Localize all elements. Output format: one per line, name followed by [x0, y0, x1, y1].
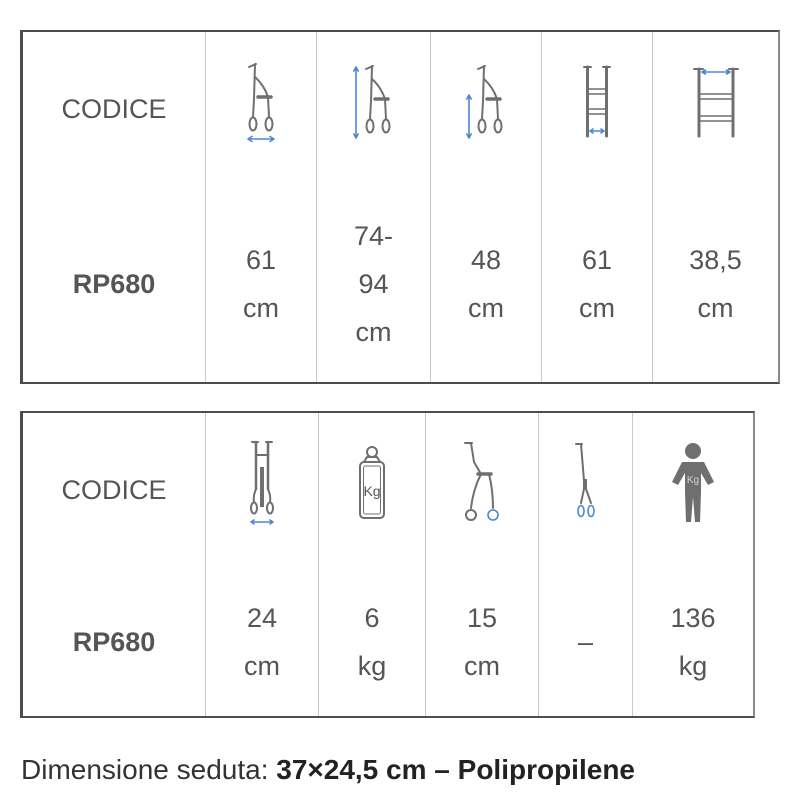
header-cell-folded-side: [538, 413, 632, 567]
handle-height-max: 94: [358, 268, 389, 299]
seat-dimension-value: 37×24,5 cm – Polipropilene: [276, 754, 635, 785]
max-user-weight-icon: [671, 442, 715, 524]
value-cell-folded-width: [205, 567, 318, 716]
header-cell-overall-width: [541, 32, 652, 185]
header-cell-length: [205, 32, 316, 185]
folded-width-value: 24: [246, 602, 278, 633]
max-user-weight-unit: kg: [678, 650, 708, 681]
header-cell-wheel-diameter: [425, 413, 538, 567]
overall-width-unit: cm: [579, 292, 615, 323]
wheel-diameter-value: 15: [466, 602, 498, 633]
handle-height-unit: cm: [355, 316, 392, 347]
seat-dimension-label: Dimensione seduta:: [21, 754, 269, 785]
seat-height-unit: cm: [468, 292, 504, 323]
product-code: RP680: [72, 626, 156, 657]
header-cell-weight: [318, 413, 425, 567]
overall-width-icon: [583, 64, 611, 140]
value-cell-wheel-diameter: [425, 567, 538, 716]
handle-width-unit: cm: [697, 292, 734, 323]
weight-icon-label: Kg: [363, 483, 381, 499]
handle-height-icon: [353, 62, 395, 142]
max-user-weight-value: 136: [670, 602, 716, 633]
wheel-diameter-icon: [462, 440, 502, 526]
handle-height-min: 74-: [353, 220, 394, 251]
value-cell-length: [205, 185, 316, 382]
weight-value: 6: [364, 602, 380, 633]
folded-side-value: –: [577, 626, 594, 657]
value-cell-folded-side: [538, 567, 632, 716]
code-column-header: CODICE: [61, 475, 167, 505]
weight-icon: [357, 445, 387, 521]
header-cell-folded-width: [205, 413, 318, 567]
header-cell-handle-height: [316, 32, 430, 185]
code-column-header: CODICE: [61, 93, 167, 124]
value-cell-max-user-weight: [632, 567, 753, 716]
handle-width-icon: [693, 64, 739, 140]
header-cell-max-user-weight: [632, 413, 753, 567]
length-unit: cm: [243, 292, 279, 323]
folded-width-unit: cm: [244, 650, 280, 681]
header-cell-handle-width: [652, 32, 778, 185]
person-icon-label: Kg: [686, 475, 700, 486]
seat-height-value: 48: [470, 244, 502, 275]
length-value: 61: [245, 244, 277, 275]
wheel-diameter-unit: cm: [464, 650, 500, 681]
handle-width-value: 38,5: [689, 244, 742, 275]
overall-width-value: 61: [581, 244, 613, 275]
rollator-length-icon: [245, 61, 277, 143]
folded-width-icon: [249, 439, 275, 527]
value-cell-handle-height: [316, 185, 430, 382]
spec-table-features: [20, 411, 755, 718]
weight-unit: kg: [357, 650, 387, 681]
value-cell-seat-height: [430, 185, 541, 382]
value-cell-overall-width: [541, 185, 652, 382]
spec-table-dimensions: [20, 30, 780, 384]
seat-height-icon: [466, 62, 506, 142]
product-code: RP680: [72, 268, 156, 299]
header-cell-seat-height: [430, 32, 541, 185]
value-cell-handle-width: [652, 185, 778, 382]
seat-dimension-note: [21, 753, 635, 787]
folded-side-icon: [574, 441, 598, 525]
value-cell-weight: [318, 567, 425, 716]
